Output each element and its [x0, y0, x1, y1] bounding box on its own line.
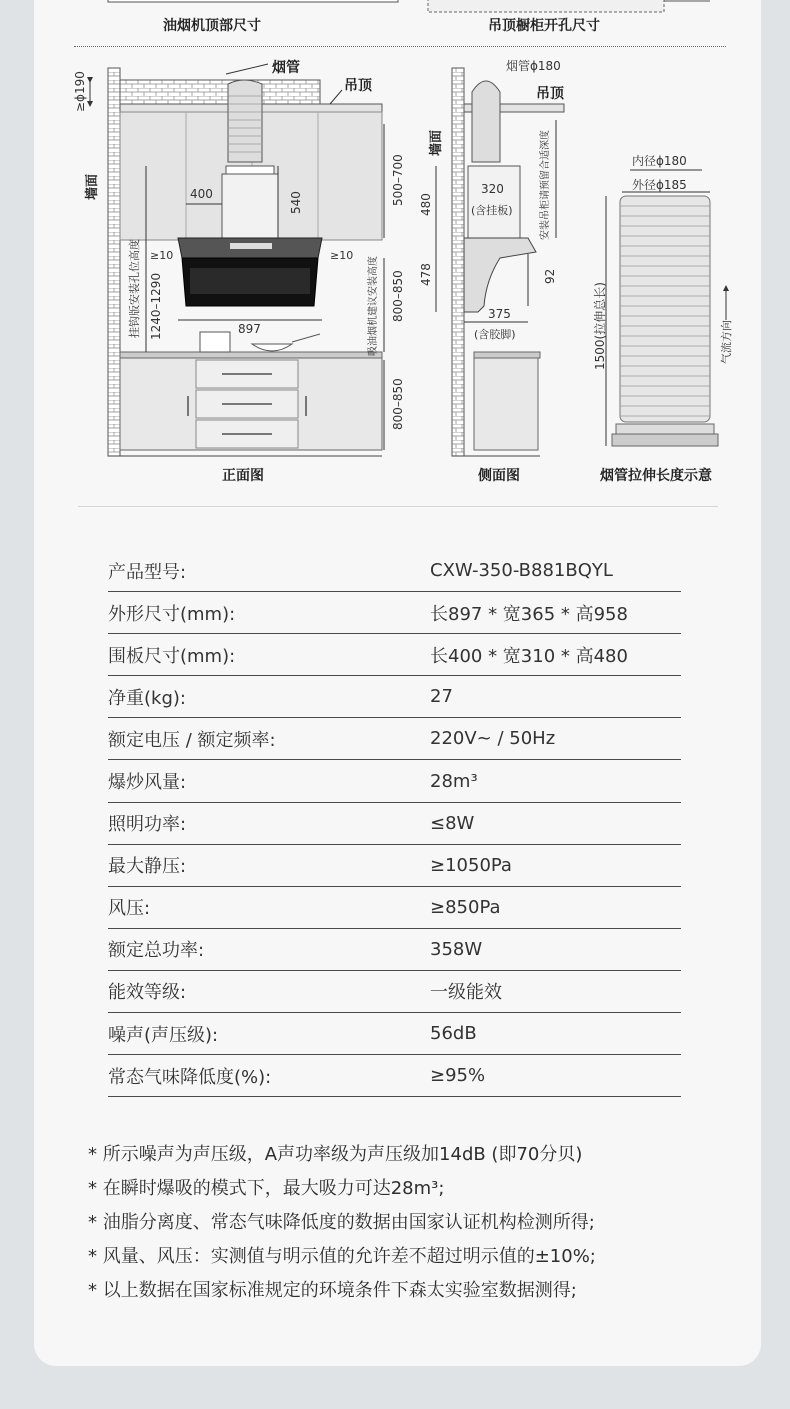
front-duct [228, 80, 262, 162]
spec-label: 产品型号: [108, 561, 187, 583]
footnote: * 以上数据在国家标准规定的环境条件下森太实验室数据测得; [88, 1280, 577, 1301]
spec-row [108, 550, 681, 592]
spec-row [108, 676, 681, 718]
side-dim-92: 92 [543, 268, 557, 284]
spec-value: 56dB [430, 1023, 477, 1045]
front-pipe-label: 烟管 [272, 60, 300, 76]
spec-label: 围板尺寸(mm): [108, 645, 236, 667]
spec-value: 28m³ [430, 770, 478, 792]
side-hood-body [464, 238, 536, 312]
pipe-view [592, 153, 733, 446]
side-dim-375: 375 [488, 307, 511, 321]
spec-label: 爆炒风量: [108, 772, 187, 794]
front-dim-1240-1290: 1240–1290 [149, 272, 163, 340]
front-dim-400: 400 [190, 187, 213, 201]
side-dim-478: 478 [419, 263, 433, 286]
spec-row [108, 718, 681, 760]
spec-value: 长400 * 宽310 * 高480 [430, 645, 628, 667]
spec-table [108, 550, 681, 1097]
footnotes [88, 1142, 738, 1312]
flex-pipe-body [620, 196, 710, 422]
cabinet-opening-outline [428, 0, 664, 12]
front-hood-display [230, 243, 272, 249]
spec-label: 常态气味降低度(%): [108, 1066, 272, 1088]
installation-diagram-svg [0, 48, 790, 493]
ceiling-cabinet-hole-caption: 吊顶橱柜开孔尺寸 [488, 18, 600, 34]
dotted-divider [74, 46, 726, 47]
spec-row [108, 803, 681, 845]
side-ceiling-label: 吊顶 [536, 86, 564, 102]
installation-diagram [0, 48, 790, 493]
front-dim-540: 540 [289, 191, 303, 214]
spec-label: 噪声(声压级): [108, 1024, 219, 1046]
side-pipe-label: 烟管ϕ180 [506, 59, 561, 73]
section-divider [78, 506, 718, 507]
front-dim-10-left: ≥10 [150, 249, 174, 262]
side-wall [452, 68, 464, 456]
front-chimney-cover [222, 174, 278, 238]
front-ceiling-label: 吊顶 [344, 78, 372, 94]
front-install-height-label: 吸油烟机建议安装高度 [368, 256, 379, 356]
spec-row [108, 1013, 681, 1055]
pipe-length-label: 1500(拉伸总长) [593, 282, 607, 370]
side-depth-note: 安装吊柜请预留合适深度 [540, 130, 551, 240]
spec-label: 外形尺寸(mm): [108, 603, 236, 625]
front-dim-500-700: 500–700 [391, 154, 405, 206]
front-bracket [226, 166, 274, 174]
spec-value: 一级能效 [430, 982, 502, 1004]
side-base-cabinet [474, 358, 538, 450]
spec-value: CXW-350-B881BQYL [430, 560, 613, 582]
front-wall [108, 68, 120, 456]
spec-value: 358W [430, 938, 483, 960]
front-view [73, 59, 405, 456]
spec-value: ≥1050Pa [430, 854, 512, 876]
front-dim-10-right: ≥10 [330, 249, 354, 262]
spec-value: ≥95% [430, 1065, 486, 1087]
spec-row [108, 592, 681, 634]
pipe-view-title: 烟管拉伸长度示意 [600, 468, 712, 484]
spec-label: 风压: [108, 898, 151, 920]
front-wall-label: 墙面 [85, 173, 100, 200]
front-dim-897: 897 [238, 322, 261, 336]
side-duct [472, 81, 500, 162]
side-chimney-cover [468, 166, 520, 238]
front-dim-800-850-a: 800–850 [391, 270, 405, 322]
front-ceiling-brick [120, 80, 320, 104]
hood-top-outline [108, 0, 398, 2]
hood-top-size-caption: 油烟机顶部尺寸 [163, 18, 261, 34]
spec-label: 额定电压 / 额定频率: [108, 729, 276, 751]
front-hook-height-label: 挂钩版安装孔位高度 [128, 239, 141, 338]
pipe-outer-label: 外径ϕ185 [632, 178, 687, 192]
pipe-airflow-label: 气流方向 [720, 320, 733, 364]
spec-label: 净重(kg): [108, 687, 186, 709]
spec-value: ≤8W [430, 812, 475, 834]
side-dim-480: 480 [419, 193, 433, 216]
footnote: * 风量、风压：实测值与明示值的允许差不超过明示值的±10%; [88, 1246, 596, 1267]
top-strip-drawing [0, 0, 790, 48]
spec-value: 220V~ / 50Hz [430, 728, 556, 750]
front-phi190-label: ≥ϕ190 [73, 71, 87, 112]
front-countertop [120, 352, 382, 358]
front-dim-800-850-b: 800–850 [391, 378, 405, 430]
spec-row [108, 929, 681, 971]
side-view [419, 58, 565, 456]
side-countertop [474, 352, 540, 358]
footnote: * 油脂分离度、常态气味降低度的数据由国家认证机构检测所得; [88, 1212, 595, 1233]
front-pot [200, 332, 230, 352]
footnote: * 所示噪声为声压级，A声功率级为声压级加14dB (即70分贝) [88, 1144, 583, 1165]
side-with-feet-label: (含胶脚) [474, 328, 516, 341]
spec-label: 能效等级: [108, 982, 187, 1004]
side-dim-320: 320 [481, 182, 504, 196]
spec-row [108, 971, 681, 1013]
spec-value: 长897 * 宽365 * 高958 [430, 603, 628, 625]
spec-value: 27 [430, 686, 453, 708]
front-pan [252, 344, 292, 351]
side-with-panel-label: (含挂板) [471, 204, 513, 217]
front-view-title: 正面图 [222, 468, 264, 484]
spec-value: ≥850Pa [430, 896, 501, 918]
spec-row [108, 887, 681, 929]
spec-label: 照明功率: [108, 814, 187, 836]
spec-label: 最大静压: [108, 856, 187, 878]
pipe-inner-label: 内径ϕ180 [632, 154, 687, 168]
side-wall-label: 墙面 [429, 129, 444, 156]
spec-label: 额定总功率: [108, 940, 205, 962]
spec-row [108, 634, 681, 676]
top-strip [0, 0, 790, 48]
spec-row [108, 845, 681, 887]
spec-row [108, 760, 681, 802]
footnote: * 在瞬时爆吸的模式下，最大吸力可达28m³; [88, 1178, 445, 1199]
spec-row [108, 1055, 681, 1097]
side-view-title: 侧面图 [478, 468, 520, 484]
